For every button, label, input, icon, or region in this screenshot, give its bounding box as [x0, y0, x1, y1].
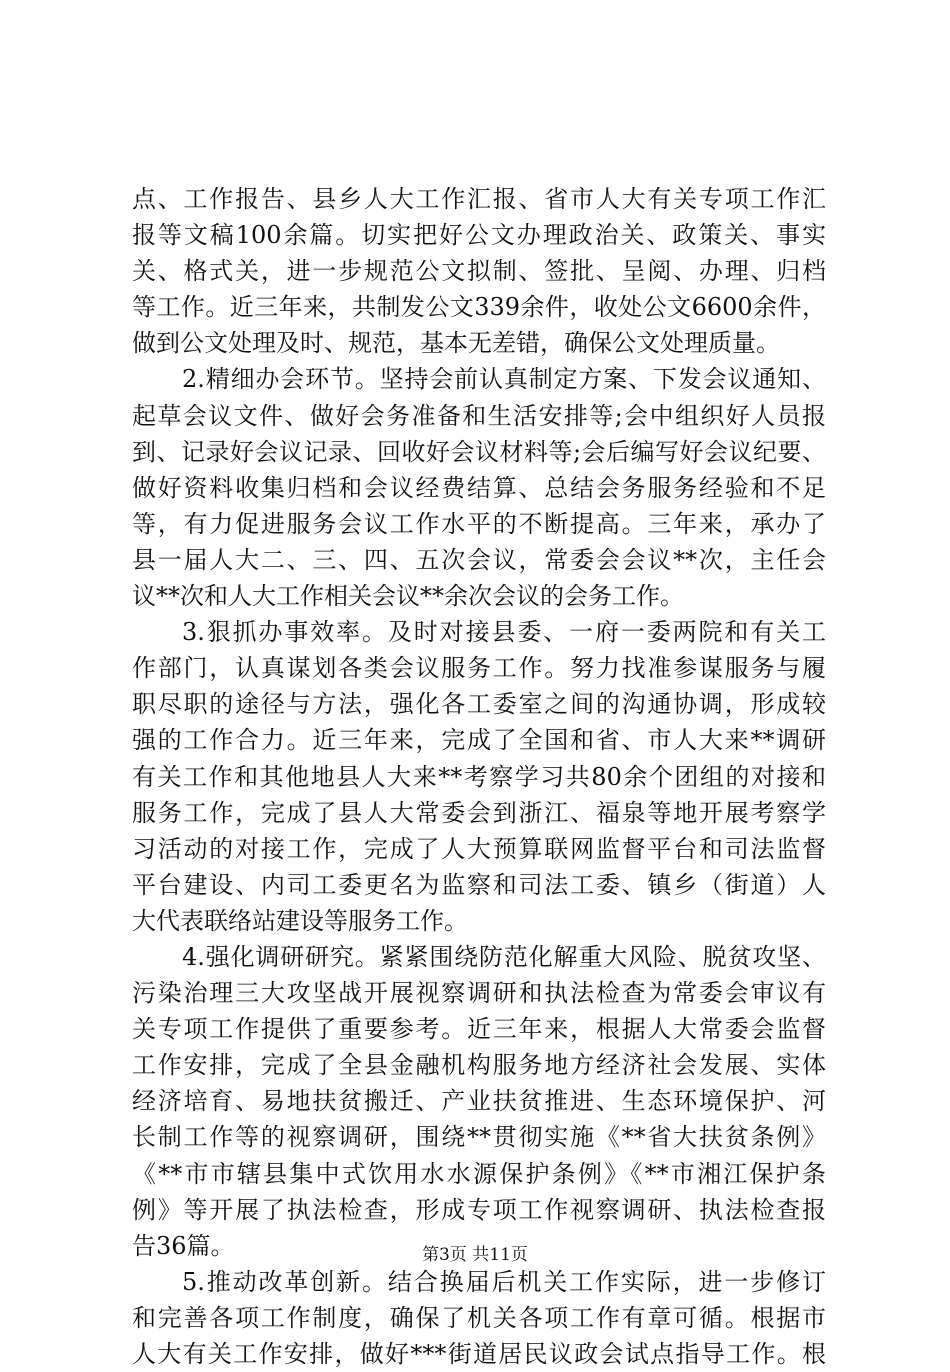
- text-line: 有关工作和其他地县人大来**考察学习共80余个团组的对接和: [132, 762, 826, 791]
- page-footer: 第3页 共11页: [422, 1245, 528, 1265]
- text-line: 告36篇。: [132, 1231, 235, 1260]
- text-line: 工作安排，完成了全县金融机构服务地方经济社会发展、实体: [132, 1051, 826, 1080]
- text-line: 平台建设、内司工委更名为监察和司法工委、镇乡（街道）人: [132, 870, 826, 899]
- text-line: 点、工作报告、县乡人大工作汇报、省市人大有关专项工作汇: [132, 185, 826, 213]
- text-line: 等工作。近三年来，共制发公文339余件，收处公文6600余件，: [132, 293, 826, 322]
- text-line: 等，有力促进服务会议工作水平的不断提高。三年来，承办了: [132, 509, 826, 538]
- text-line: 服务工作，完成了县人大常委会到浙江、福泉等地开展考察学: [132, 798, 826, 827]
- text-line: 职尽职的途径与方法，强化各工委室之间的沟通协调，形成较: [132, 690, 826, 719]
- text-line: 县一届人大二、三、四、五次会议，常委会会议**次，主任会: [132, 545, 826, 574]
- text-line: 关专项工作提供了重要参考。近三年来，根据人大常委会监督: [132, 1015, 826, 1044]
- text-line: 到、记录好会议记录、回收好会议材料等;会后编写好会议纪要、: [132, 437, 826, 466]
- text-line: 污染治理三大攻坚战开展视察调研和执法检查为常委会审议有: [132, 979, 826, 1008]
- text-line: 经济培育、易地扶贫搬迁、产业扶贫推进、生态环境保护、河: [132, 1087, 826, 1116]
- document-body: [132, 181, 826, 1372]
- text-line: 议**次和人大工作相关会议**余次会议的会务工作。: [132, 582, 684, 611]
- text-line: 长制工作等的视察调研，围绕**贯彻实施《**省大扶贫条例》: [132, 1123, 826, 1152]
- text-line: 大代表联络站建设等服务工作。: [132, 906, 468, 935]
- text-line: 关、格式关，进一步规范公文拟制、签批、呈阅、办理、归档: [132, 257, 826, 286]
- text-line: 2.精细办会环节。坚持会前认真制定方案、下发会议通知、: [182, 365, 826, 394]
- text-line: 习活动的对接工作，完成了人大预算联网监督平台和司法监督: [132, 834, 826, 863]
- text-line: 作部门，认真谋划各类会议服务工作。努力找准参谋服务与履: [132, 654, 826, 683]
- text-line: 和完善各项工作制度，确保了机关各项工作有章可循。根据市: [132, 1303, 826, 1332]
- text-line: 4.强化调研研究。紧紧围绕防范化解重大风险、脱贫攻坚、: [182, 942, 826, 971]
- text-line: 人大有关工作安排，做好***街道居民议政会试点指导工作。根: [132, 1340, 826, 1368]
- text-line: 做好资料收集归档和会议经费结算、总结会务服务经验和不足: [132, 473, 826, 502]
- text-line: 5.推动改革创新。结合换届后机关工作实际，进一步修订: [182, 1267, 826, 1296]
- text-line: 起草会议文件、做好会务准备和生活安排等;会中组织好人员报: [132, 401, 826, 430]
- text-line: 例》等开展了执法检查，形成专项工作视察调研、执法检查报: [132, 1195, 826, 1224]
- text-line: 强的工作合力。近三年来，完成了全国和省、市人大来**调研: [132, 726, 826, 755]
- text-line: 做到公文处理及时、规范，基本无差错，确保公文处理质量。: [132, 329, 780, 358]
- text-line: 报等文稿100余篇。切实把好公文办理政治关、政策关、事实: [132, 221, 826, 250]
- text-line: 3.狠抓办事效率。及时对接县委、一府一委两院和有关工: [182, 618, 826, 647]
- text-line: 《**市市辖县集中式饮用水水源保护条例》《**市湘江保护条: [132, 1159, 826, 1188]
